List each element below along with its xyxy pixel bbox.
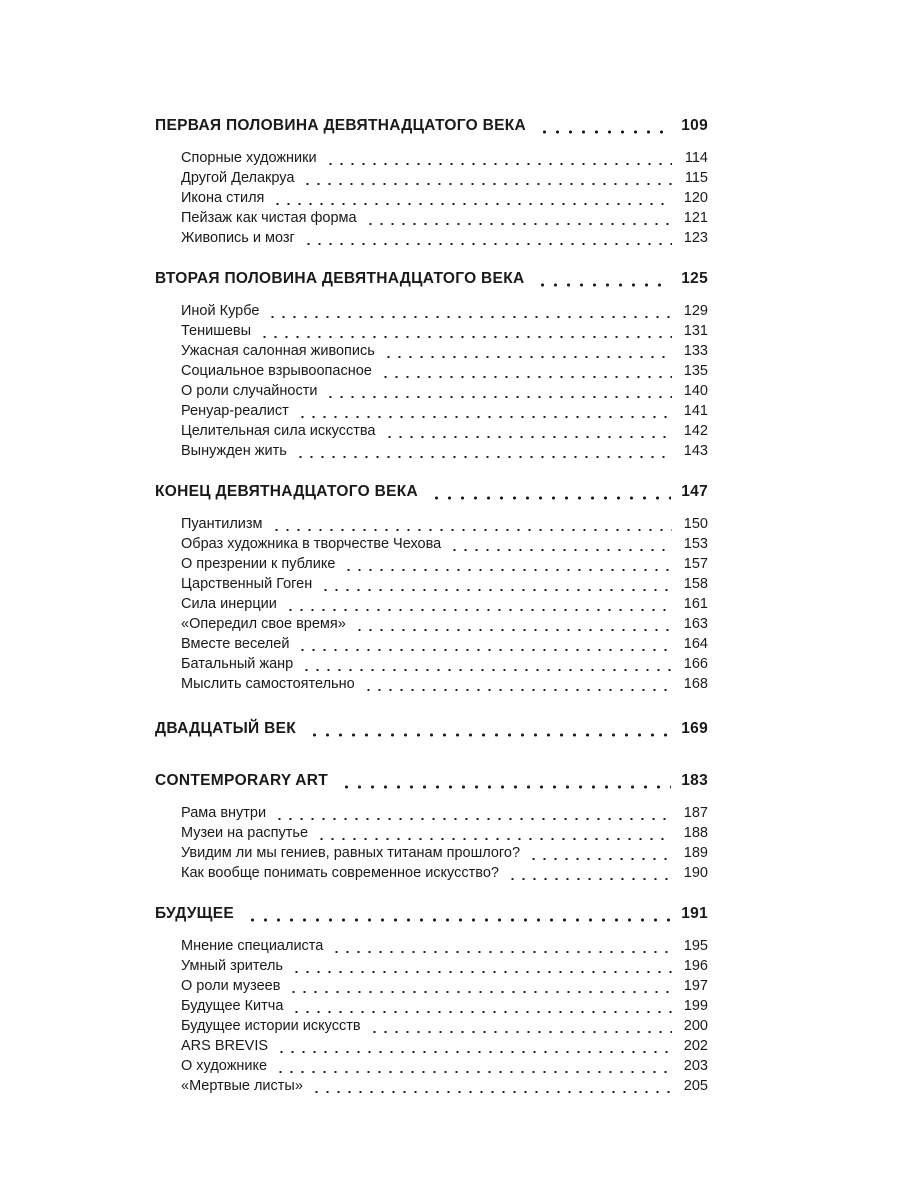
toc-entry[interactable]: [181, 616, 708, 636]
section-entries: [155, 938, 708, 1098]
entry-title: Будущее Китча: [181, 998, 284, 1014]
toc-entry[interactable]: [181, 596, 708, 616]
dot-leader: [325, 163, 672, 165]
toc-entry[interactable]: [181, 805, 708, 825]
dot-leader: [384, 436, 673, 438]
section-heading[interactable]: [155, 117, 708, 141]
entry-page-number: 123: [683, 230, 708, 246]
dot-leader: [271, 529, 673, 531]
dot-leader: [316, 838, 672, 840]
entry-page-number: 133: [683, 343, 708, 359]
section-page-number: 191: [681, 905, 708, 922]
toc-section: [155, 117, 708, 250]
entry-page-number: 143: [683, 443, 708, 459]
entry-title: Батальный жанр: [181, 656, 294, 672]
entry-title: Спорные художники: [181, 150, 317, 166]
toc-entry[interactable]: [181, 190, 708, 210]
dot-leader: [325, 396, 672, 398]
entry-title: Пуантилизм: [181, 516, 263, 532]
dot-leader: [302, 183, 672, 185]
entry-title: Иной Курбе: [181, 303, 260, 319]
section-heading[interactable]: [155, 905, 708, 929]
entry-page-number: 168: [683, 676, 708, 692]
entry-page-number: 135: [683, 363, 708, 379]
dot-leader: [276, 1051, 672, 1053]
entry-title: Вынужден жить: [181, 443, 287, 459]
dot-leader: [380, 376, 672, 378]
toc-entry[interactable]: [181, 998, 708, 1018]
entry-title: Увидим ли мы гениев, равных титанам прошлого?: [181, 845, 521, 861]
toc-entry[interactable]: [181, 938, 708, 958]
entry-title: Социальное взрывоопасное: [181, 363, 372, 379]
section-page-number: 183: [681, 772, 708, 789]
entry-page-number: 189: [683, 845, 708, 861]
entry-title: Сила инерции: [181, 596, 277, 612]
dot-leader: [507, 878, 672, 880]
toc-entry[interactable]: [181, 556, 708, 576]
dot-leader: [538, 130, 671, 134]
entry-title: Музеи на распутье: [181, 825, 309, 841]
entry-title: Вместе веселей: [181, 636, 290, 652]
entry-page-number: 196: [683, 958, 708, 974]
dot-leader: [449, 549, 672, 551]
entry-page-number: 163: [683, 616, 708, 632]
dot-leader: [331, 951, 672, 953]
entry-page-number: 114: [684, 150, 708, 166]
dot-leader: [291, 1011, 672, 1013]
toc-entry[interactable]: [181, 1058, 708, 1078]
entry-page-number: 153: [683, 536, 708, 552]
toc-entry[interactable]: [181, 516, 708, 536]
entry-title: Ужасная салонная живопись: [181, 343, 375, 359]
toc-section: [155, 772, 708, 885]
dot-leader: [246, 918, 671, 922]
dot-leader: [288, 991, 672, 993]
entry-title: О роли случайности: [181, 383, 318, 399]
dot-leader: [311, 1091, 672, 1093]
toc-entry[interactable]: [181, 363, 708, 383]
section-heading[interactable]: [155, 720, 708, 744]
toc-entry[interactable]: [181, 958, 708, 978]
entry-page-number: 197: [683, 978, 708, 994]
toc-entry[interactable]: [181, 1018, 708, 1038]
toc-entry[interactable]: [181, 150, 708, 170]
entry-page-number: 187: [683, 805, 708, 821]
entry-title: Тенишевы: [181, 323, 252, 339]
section-entries: [155, 805, 708, 885]
entry-title: Живопись и мозг: [181, 230, 295, 246]
dot-leader: [528, 858, 672, 860]
section-entries: [155, 516, 708, 696]
dot-leader: [297, 416, 672, 418]
dot-leader: [343, 569, 672, 571]
toc-entry[interactable]: [181, 676, 708, 696]
table-of-contents: [155, 117, 708, 1118]
dot-leader: [295, 456, 672, 458]
entry-title: Царственный Гоген: [181, 576, 313, 592]
toc-entry[interactable]: [181, 865, 708, 885]
entry-title: Пейзаж как чистая форма: [181, 210, 357, 226]
toc-entry[interactable]: [181, 403, 708, 423]
entry-page-number: 195: [683, 938, 708, 954]
entry-title: Рама внутри: [181, 805, 267, 821]
section-title: CONTEMPORARY ART: [155, 772, 329, 789]
entry-page-number: 202: [683, 1038, 708, 1054]
dot-leader: [272, 203, 672, 205]
entry-page-number: 131: [683, 323, 708, 339]
entry-page-number: 150: [683, 516, 708, 532]
entry-page-number: 157: [683, 556, 708, 572]
entry-page-number: 188: [683, 825, 708, 841]
entry-page-number: 203: [683, 1058, 708, 1074]
entry-title: Целительная сила искусства: [181, 423, 376, 439]
dot-leader: [259, 336, 672, 338]
dot-leader: [301, 669, 672, 671]
toc-section: [155, 720, 708, 744]
dot-leader: [365, 223, 672, 225]
section-title: БУДУЩЕЕ: [155, 905, 235, 922]
entry-title: О художнике: [181, 1058, 268, 1074]
entry-page-number: 205: [683, 1078, 708, 1094]
dot-leader: [285, 609, 672, 611]
toc-entry[interactable]: [181, 825, 708, 845]
toc-entry[interactable]: [181, 343, 708, 363]
section-heading[interactable]: [155, 270, 708, 294]
section-page-number: 169: [681, 720, 708, 737]
entry-title: Образ художника в творчестве Чехова: [181, 536, 442, 552]
toc-entry[interactable]: [181, 1038, 708, 1058]
entry-title: О роли музеев: [181, 978, 281, 994]
entry-page-number: 141: [683, 403, 708, 419]
entry-title: «Мертвые листы»: [181, 1078, 303, 1094]
toc-entry[interactable]: [181, 303, 708, 323]
dot-leader: [369, 1031, 672, 1033]
toc-section: [155, 905, 708, 1098]
dot-leader: [536, 283, 671, 287]
toc-entry[interactable]: [181, 383, 708, 403]
toc-entry[interactable]: [181, 636, 708, 656]
entry-title: Как вообще понимать современное искусство?: [181, 865, 499, 881]
section-title: ВТОРАЯ ПОЛОВИНА ДЕВЯТНАДЦАТОГО ВЕКА: [155, 270, 525, 287]
entry-title: Мнение специалиста: [181, 938, 324, 954]
toc-section: [155, 483, 708, 696]
toc-entry[interactable]: [181, 656, 708, 676]
dot-leader: [291, 971, 672, 973]
toc-entry[interactable]: [181, 536, 708, 556]
toc-entry[interactable]: [181, 443, 708, 463]
section-title: КОНЕЦ ДЕВЯТНАДЦАТОГО ВЕКА: [155, 483, 418, 500]
entry-title: ARS BREVIS: [181, 1038, 269, 1054]
section-entries: [155, 150, 708, 250]
entry-page-number: 199: [683, 998, 708, 1014]
entry-title: Ренуар-реалист: [181, 403, 289, 419]
section-title: ДВАДЦАТЫЙ ВЕК: [155, 720, 297, 737]
entry-title: Мыслить самостоятельно: [181, 676, 355, 692]
section-page-number: 109: [681, 117, 708, 134]
entry-title: Будущее истории искусств: [181, 1018, 361, 1034]
toc-entry[interactable]: [181, 170, 708, 190]
toc-entry[interactable]: [181, 323, 708, 343]
section-page-number: 147: [681, 483, 708, 500]
dot-leader: [297, 649, 672, 651]
entry-page-number: 115: [684, 170, 708, 186]
toc-entry[interactable]: [181, 1078, 708, 1098]
dot-leader: [275, 1071, 672, 1073]
entry-page-number: 190: [683, 865, 708, 881]
section-heading[interactable]: [155, 772, 708, 796]
toc-entry[interactable]: [181, 978, 708, 998]
dot-leader: [340, 785, 671, 789]
entry-page-number: 166: [683, 656, 708, 672]
dot-leader: [430, 496, 671, 500]
toc-entry[interactable]: [181, 845, 708, 865]
section-title: ПЕРВАЯ ПОЛОВИНА ДЕВЯТНАДЦАТОГО ВЕКА: [155, 117, 526, 134]
dot-leader: [267, 316, 672, 318]
section-page-number: 125: [681, 270, 708, 287]
entry-title: О презрении к публике: [181, 556, 336, 572]
toc-section: [155, 270, 708, 463]
entry-page-number: 164: [683, 636, 708, 652]
entry-page-number: 142: [683, 423, 708, 439]
section-heading[interactable]: [155, 483, 708, 507]
entry-page-number: 200: [683, 1018, 708, 1034]
toc-entry[interactable]: [181, 230, 708, 250]
entry-title: Умный зритель: [181, 958, 283, 974]
dot-leader: [363, 689, 672, 691]
entry-title: Икона стиля: [181, 190, 265, 206]
entry-page-number: 158: [683, 576, 708, 592]
dot-leader: [274, 818, 672, 820]
toc-entry[interactable]: [181, 576, 708, 596]
toc-entry[interactable]: [181, 210, 708, 230]
dot-leader: [383, 356, 672, 358]
section-entries: [155, 303, 708, 463]
entry-page-number: 140: [683, 383, 708, 399]
entry-page-number: 129: [683, 303, 708, 319]
entry-page-number: 161: [683, 596, 708, 612]
dot-leader: [303, 243, 672, 245]
entry-page-number: 120: [683, 190, 708, 206]
entry-title: «Опередил свое время»: [181, 616, 346, 632]
dot-leader: [354, 629, 672, 631]
toc-entry[interactable]: [181, 423, 708, 443]
dot-leader: [308, 733, 671, 737]
dot-leader: [320, 589, 672, 591]
entry-title: Другой Делакруа: [181, 170, 295, 186]
entry-page-number: 121: [683, 210, 708, 226]
